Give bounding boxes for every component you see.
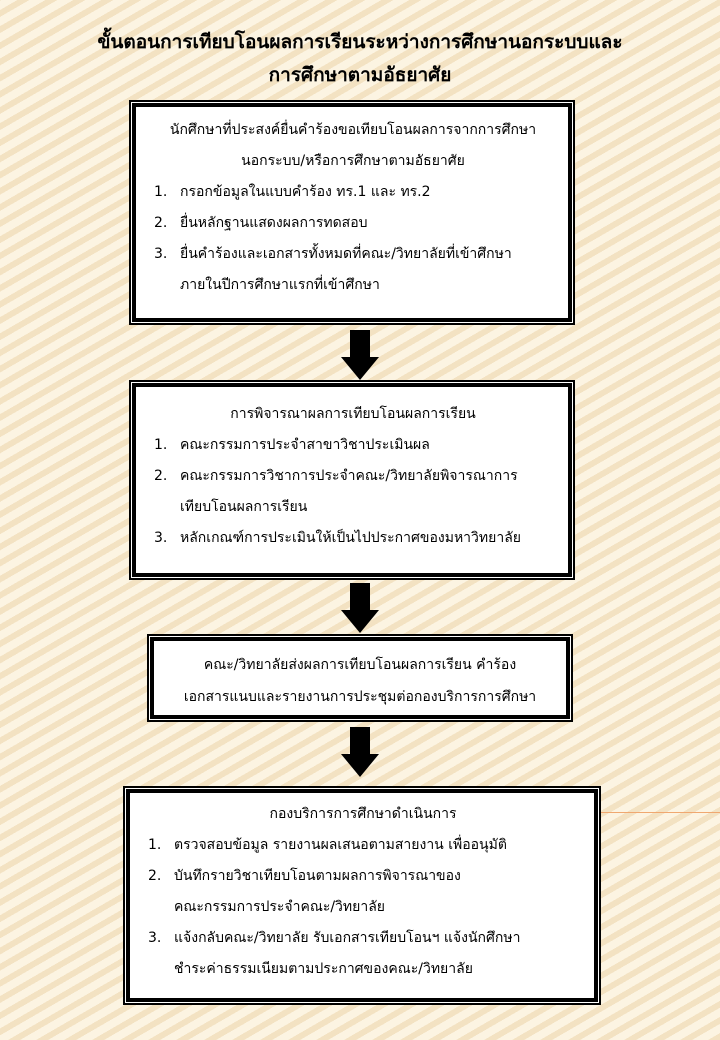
page-title — [0, 26, 720, 92]
step-2-item-1-text: คณะกรรมการประจำสาขาวิชาประเมินผล — [180, 437, 430, 453]
step-1-item-3-number: 3. — [154, 246, 168, 262]
page-title-line-1: ขั้นตอนการเทียบโอนผลการเรียนระหว่างการศึกษานอกระบบและ — [97, 31, 623, 53]
step-4-heading-line-1: กองบริการการศึกษาดำเนินการ — [269, 806, 457, 822]
step-3-heading-line-1: คณะ/วิทยาลัยส่งผลการเทียบโอนผลการเรียน คำร้อง — [203, 657, 517, 673]
step-1-item-3-text-line-1: ยื่นคำร้องและเอกสารทั้งหมดที่คณะ/วิทยาลัยที่เข้าศึกษา — [180, 246, 512, 262]
arrow-down-icon-shape — [341, 583, 379, 633]
step-4-list — [142, 830, 584, 985]
step-1-heading-line-2: นอกระบบ/หรือการศึกษาตามอัธยาศัย — [241, 153, 465, 169]
step-2-item-2 — [148, 461, 558, 523]
step-2-item-3 — [148, 523, 558, 554]
step-2-heading-line-1: การพิจารณาผลการเทียบโอนผลการเรียน — [230, 406, 476, 422]
step-2-box — [132, 383, 572, 577]
page-title-line-2: การศึกษาตามอัธยาศัย — [268, 64, 452, 86]
step-1-item-1-number: 1. — [154, 184, 168, 200]
step-2-item-2-text-line-2: เทียบโอนผลการเรียน — [180, 499, 308, 515]
step-4-item-3-number: 3. — [148, 930, 162, 946]
step-4-item-2-text-line-2: คณะกรรมการประจำคณะ/วิทยาลัย — [174, 899, 385, 915]
step-4-item-3 — [142, 923, 584, 985]
step-1-box — [132, 103, 572, 322]
step-4-item-2-text-line-1: บันทึกรายวิชาเทียบโอนตามผลการพิจารณาของ — [174, 868, 461, 884]
step-3-box — [150, 637, 570, 719]
arrow-down-icon — [341, 330, 379, 380]
step-1-item-2 — [148, 208, 558, 239]
step-2-heading — [148, 399, 558, 430]
step-1-item-1-text: กรอกข้อมูลในแบบคำร้อง ทร.1 และ ทร.2 — [180, 184, 431, 200]
step-1-item-1 — [148, 177, 558, 208]
step-1-item-3 — [148, 239, 558, 301]
step-4-box — [126, 789, 598, 1002]
step-3-heading-line-2: เอกสารแนบและรายงานการประชุมต่อกองบริการการศึกษา — [183, 689, 537, 705]
step-2-item-3-number: 3. — [154, 530, 168, 546]
step-1-item-2-text: ยื่นหลักฐานแสดงผลการทดสอบ — [180, 215, 368, 231]
step-4-item-3-text-line-1: แจ้งกลับคณะ/วิทยาลัย รับเอกสารเทียบโอนฯ แจ้งนักศึกษา — [174, 930, 521, 946]
step-1-heading-line-1: นักศึกษาที่ประสงค์ยื่นคำร้องขอเทียบโอนผลการจากการศึกษา — [169, 122, 537, 138]
step-4-item-2-number: 2. — [148, 868, 162, 884]
step-4-item-1-text: ตรวจสอบข้อมูล รายงานผลเสนอตามสายงาน เพื่ออนุมัติ — [174, 837, 507, 853]
arrow-down-icon — [341, 583, 379, 633]
step-4-item-1-number: 1. — [148, 837, 162, 853]
arrow-down-icon — [341, 727, 379, 777]
step-1-list — [148, 177, 558, 301]
step-4-item-1 — [142, 830, 584, 861]
step-2-list — [148, 430, 558, 554]
arrow-down-icon-shape — [341, 727, 379, 777]
step-2-item-1-number: 1. — [154, 437, 168, 453]
step-4-item-2 — [142, 861, 584, 923]
step-2-item-1 — [148, 430, 558, 461]
step-2-item-2-text-line-1: คณะกรรมการวิชาการประจำคณะ/วิทยาลัยพิจารณาการ — [180, 468, 518, 484]
step-1-item-2-number: 2. — [154, 215, 168, 231]
step-1-heading — [148, 115, 558, 177]
step-4-heading — [142, 799, 584, 830]
step-2-item-3-text: หลักเกณฑ์การประเมินให้เป็นไปประกาศของมหาวิทยาลัย — [180, 530, 521, 546]
step-2-item-2-number: 2. — [154, 468, 168, 484]
step-1-item-3-text-line-2: ภายในปีการศึกษาแรกที่เข้าศึกษา — [180, 277, 380, 293]
step-3-heading — [160, 649, 560, 713]
step-4-item-3-text-line-2: ชำระค่าธรรมเนียมตามประกาศของคณะ/วิทยาลัย — [174, 961, 473, 977]
arrow-down-icon-shape — [341, 330, 379, 380]
